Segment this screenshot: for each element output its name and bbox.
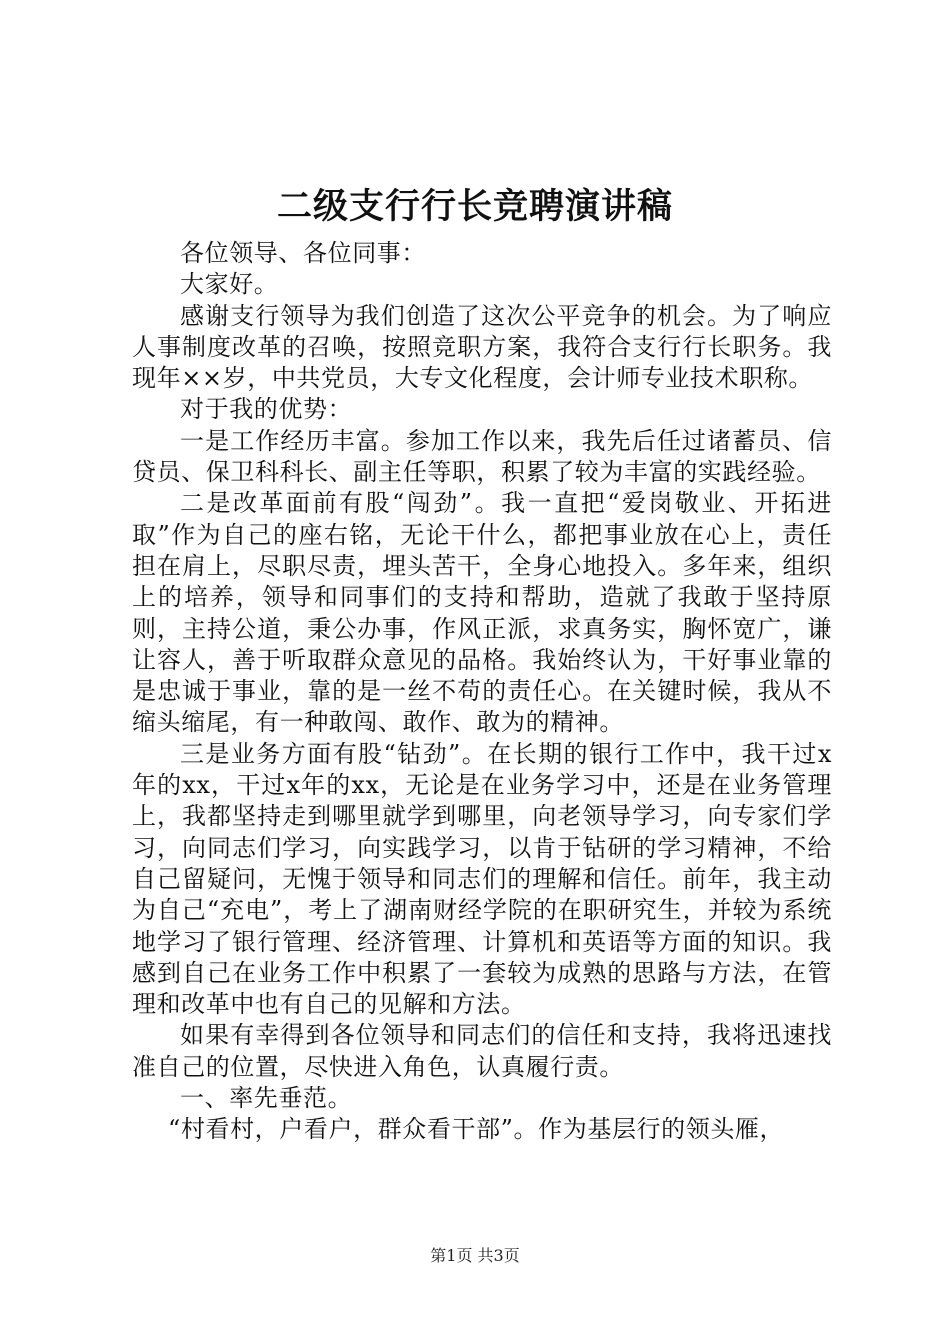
paragraph-advantage-two: 二是改革面前有股“闯劲”。我一直把“爱岗敬业、开拓进取”作为自己的座右铭，无论干什么，都把事业放在心上，责任担在肩上，尽职尽责，埋头苦干，全身心地投入。多年来，组织上的培养，领导和同事们的支持和帮助，造就了我敢于坚持原则，主持公道，秉公办事，作风正派，求真务实，胸怀宽广，谦让容人，善于听取群众意见的品格。我始终认为，干好事业靠的是忠诚于事业，靠的是一丝不苟的责任心。在关键时候，我从不缩头缩尾，有一种敢闯、敢作、敢为的精神。: [132, 489, 832, 737]
paragraph-section-one-heading: 一、率先垂范。: [180, 1084, 353, 1113]
paragraph-salutation: 各位领导、各位同事：: [180, 239, 426, 267]
paragraph-advantage-three: 三是业务方面有股“钻劲”。在长期的银行工作中，我干过x年的xx，干过x年的xx，无论是在业务学习中，还是在业务管理上，我都坚持走到哪里就学到哪里，向老领导学习，向专家们学习，向同志们学习，向实践学习，以肯于钻研的学习精神，不给自己留疑问，无愧于领导和同志们的理解和信任。前年，我主动为自己“充电”，考上了湖南财经学院的在职研究生，并较为系统地学习了银行管理、经济管理、计算机和英语等方面的知识。我感到自己在业务工作中积累了一套较为成熟的思路与方法，在管理和改革中也有自己的见解和方法。: [132, 739, 832, 1019]
page-footer: 第1页 共3页: [430, 1246, 520, 1265]
paragraph-section-one-body: “村看村，户看户，群众看干部”。作为基层行的领头雁，: [168, 1115, 785, 1144]
paragraph-greeting: 大家好。: [180, 270, 279, 299]
document-title: 二级支行行长竞聘演讲稿: [276, 186, 673, 227]
paragraph-commitment: 如果有幸得到各位领导和同志们的信任和支持，我将迅速找准自己的位置，尽快进入角色，认真履行责。: [132, 1021, 832, 1081]
document-body: [132, 238, 832, 1146]
paragraph-introduction: 感谢支行领导为我们创造了这次公平竞争的机会。为了响应人事制度改革的召唤，按照竞职方案，我符合支行行长职务。我现年××岁，中共党员，大专文化程度，会计师专业技术职称。: [132, 301, 832, 393]
paragraph-advantage-one: 一是工作经历丰富。参加工作以来，我先后任过诸蓄员、信贷员、保卫科科长、副主任等职，积累了较为丰富的实践经验。: [132, 426, 832, 487]
paragraph-advantages-heading: 对于我的优势：: [180, 395, 353, 424]
